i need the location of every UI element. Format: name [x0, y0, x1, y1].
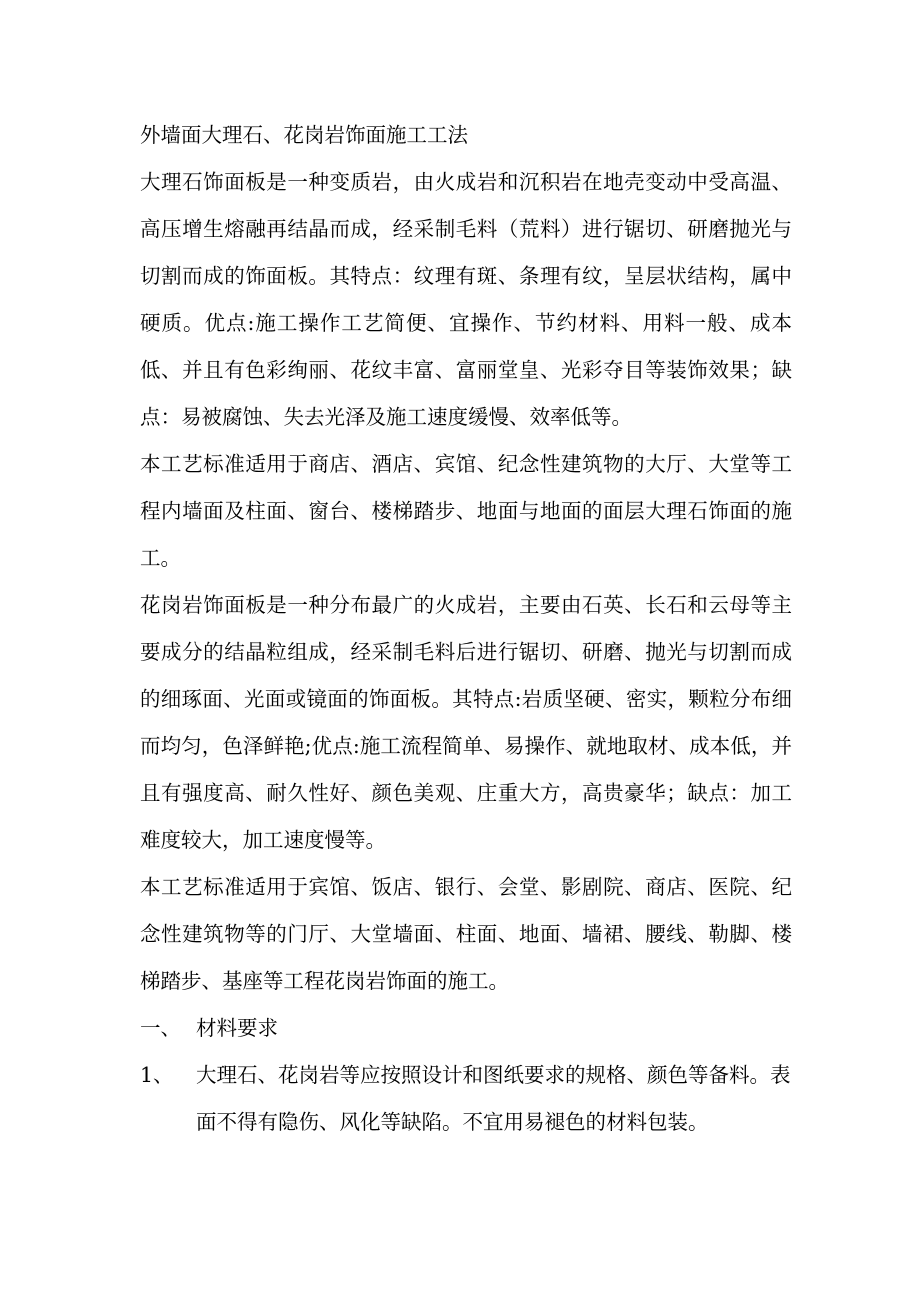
list-item: [140, 1052, 792, 1146]
paragraph-marble-description: 大理石饰面板是一种变质岩，由火成岩和沉积岩在地壳变动中受高温、高压增生熔融再结晶而成，经采制毛料（荒料）进行锯切、研磨抛光与切割而成的饰面板。其特点：纹理有斑、条理有纹，呈层状结构，属中硬质。优点:施工操作工艺简便、宜操作、节约材料、用料一般、成本低、并且有色彩绚丽、花纹丰富、富丽堂皇、光彩夺目等装饰效果；缺点：易被腐蚀、失去光泽及施工速度缓慢、效率低等。: [140, 170, 792, 429]
list-item-text: 大理石、花岗岩等应按照设计和图纸要求的规格、颜色等备料。表面不得有隐伤、风化等缺陷。不宜用易褪色的材料包装。: [196, 1063, 791, 1134]
paragraph-granite-description: 花岗岩饰面板是一种分布最广的火成岩，主要由石英、长石和云母等主要成分的结晶粒组成，经采制毛料后进行锯切、研磨、抛光与切割而成的细琢面、光面或镜面的饰面板。其特点:岩质坚硬、密实，颗粒分布细而均匀，色泽鲜艳;优点:施工流程简单、易操作、就地取材、成本低，并且有强度高、耐久性好、颜色美观、庄重大方，高贵豪华；缺点：加工难度较大，加工速度慢等。: [140, 593, 792, 852]
paragraph-marble-scope: 本工艺标准适用于商店、酒店、宾馆、纪念性建筑物的大厅、大堂等工程内墙面及柱面、窗台、楼梯踏步、地面与地面的面层大理石饰面的施工。: [140, 452, 792, 570]
section-title: 材料要求: [196, 1016, 278, 1040]
section-number: 一、: [140, 1016, 181, 1040]
section-heading-materials: [140, 1005, 792, 1052]
document-title: 外墙面大理石、花岗岩饰面施工工法: [140, 123, 468, 147]
paragraph-granite-scope: 本工艺标准适用于宾馆、饭店、银行、会堂、影剧院、商店、医院、纪念性建筑物等的门厅、大堂墙面、柱面、地面、墙裙、腰线、勒脚、楼梯踏步、基座等工程花岗岩饰面的施工。: [140, 875, 792, 993]
document-body: [140, 112, 792, 1146]
list-item-number: 1、: [140, 1063, 174, 1087]
